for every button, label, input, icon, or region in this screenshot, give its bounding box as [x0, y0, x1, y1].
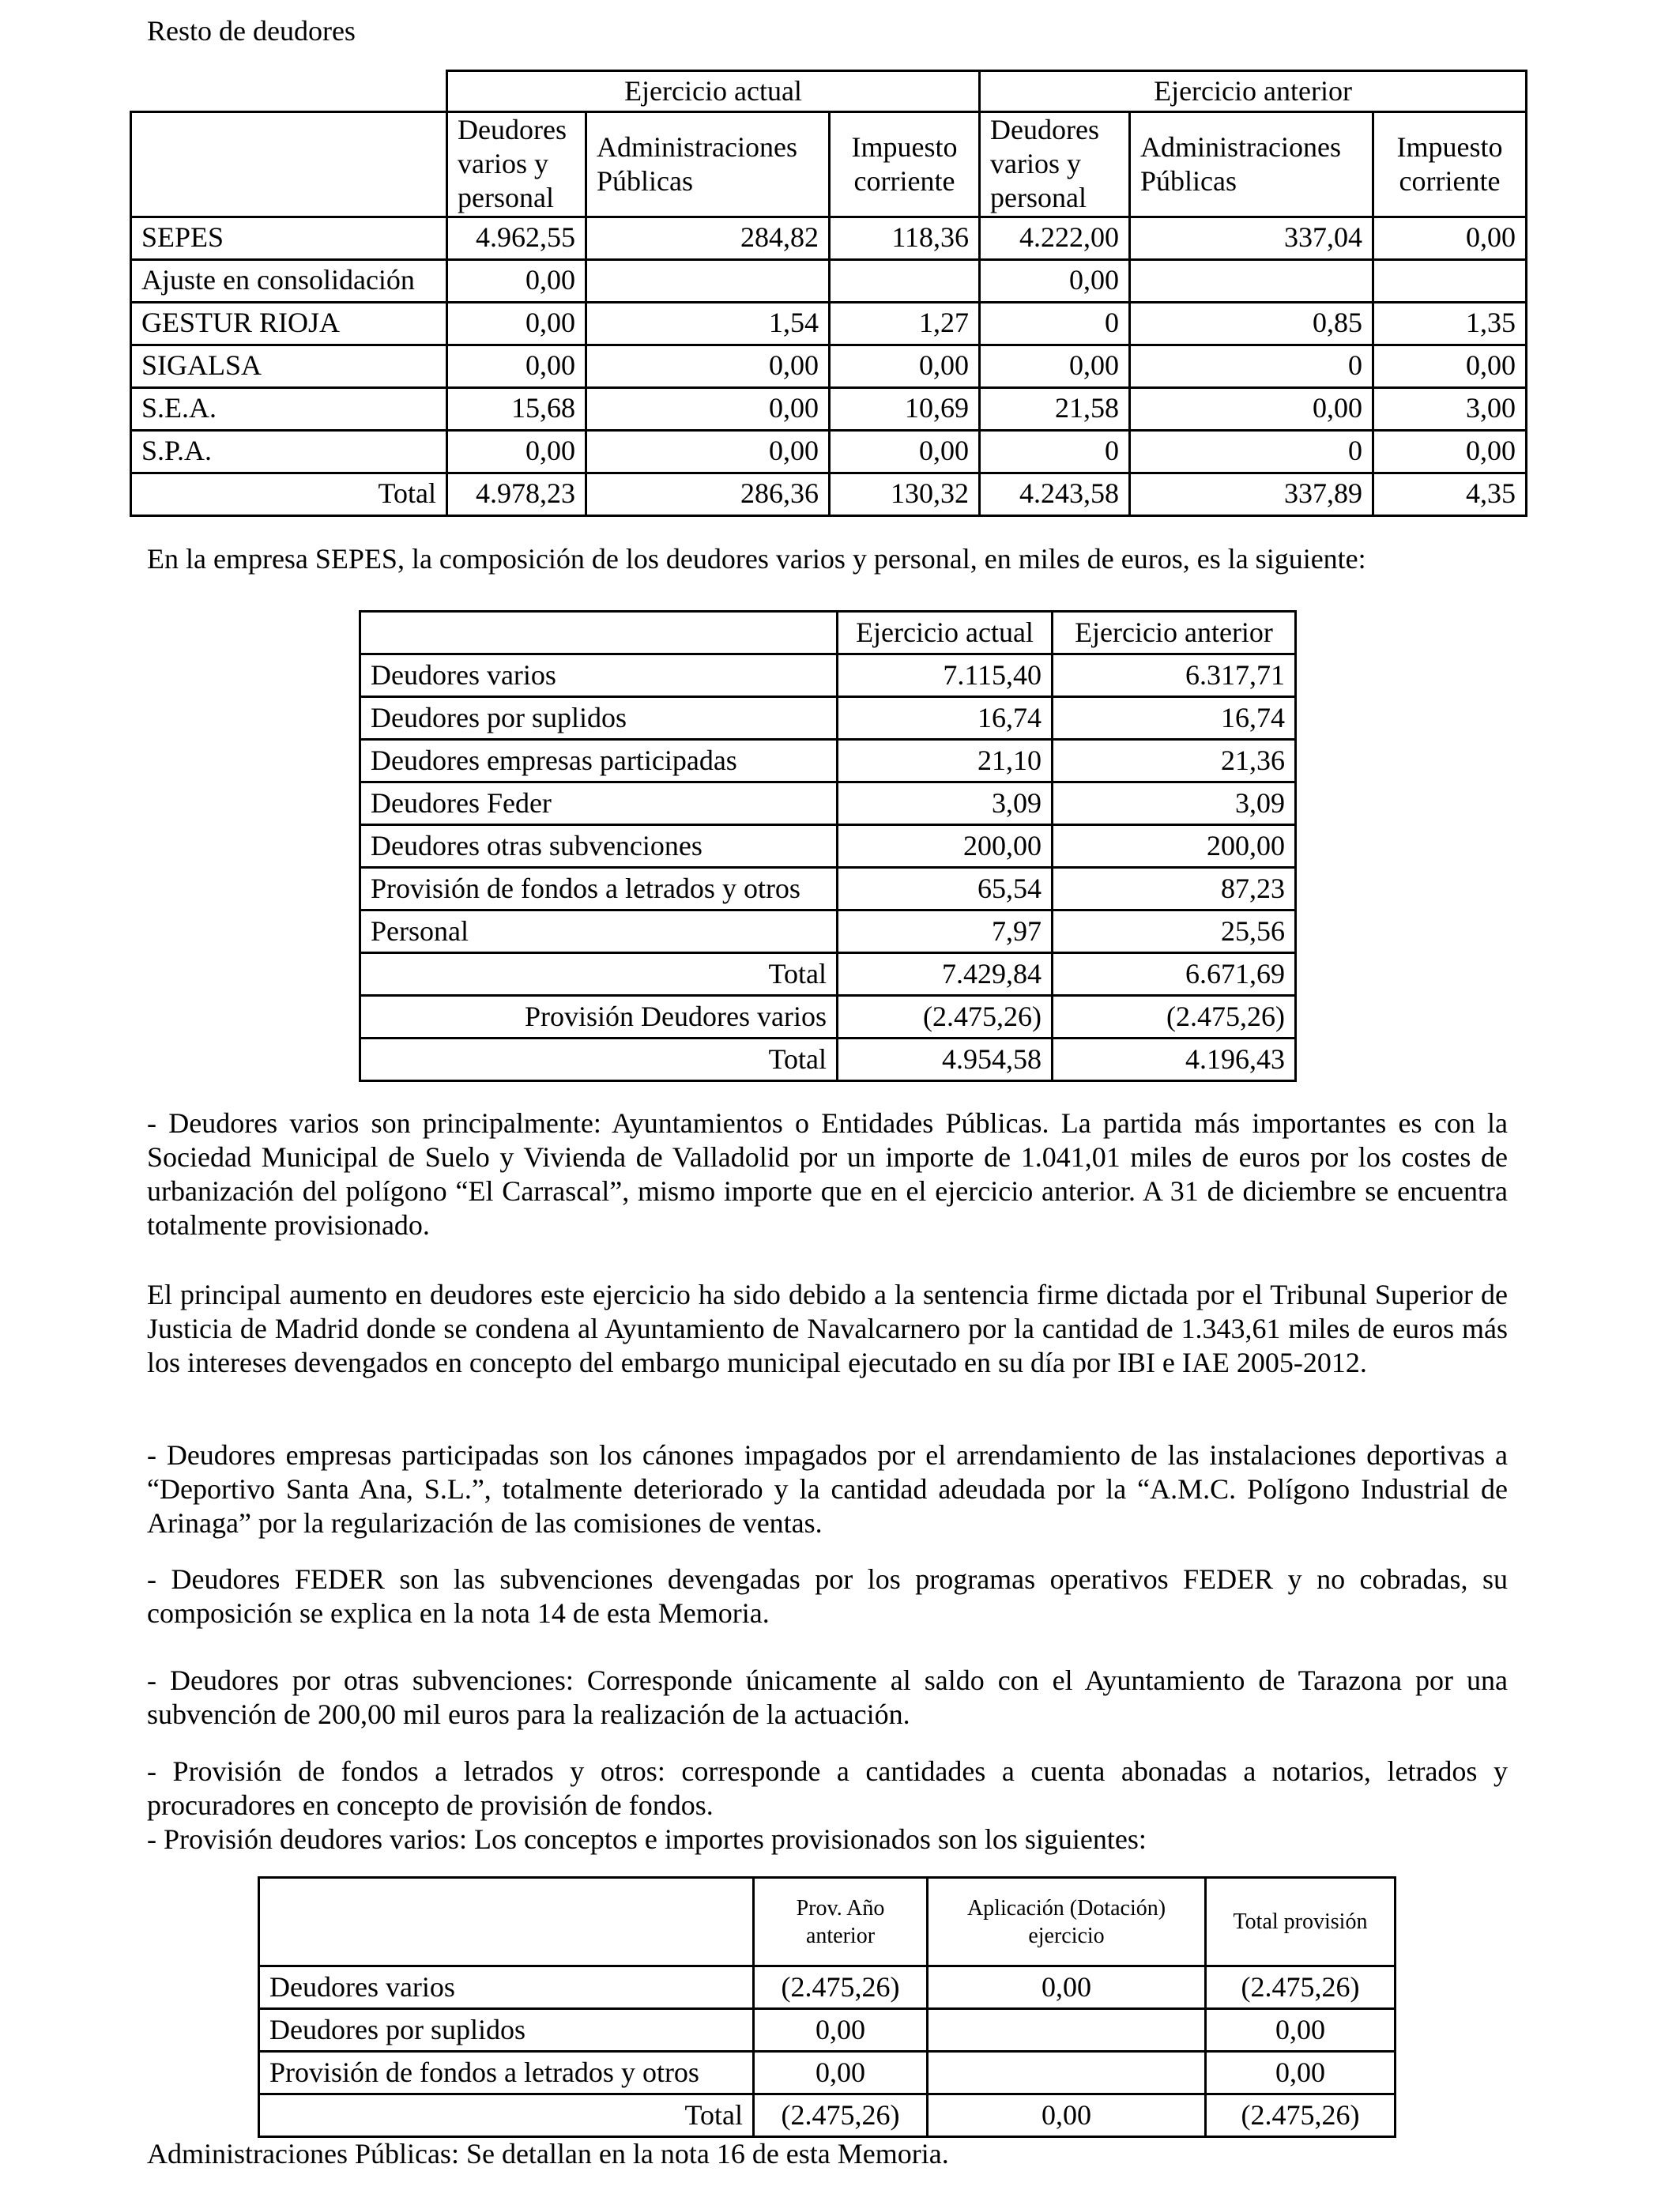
total-row [131, 473, 1527, 515]
col-header: Deudores varios y personal [447, 112, 586, 217]
cell: 25,56 [1053, 910, 1296, 953]
cell: 7.429,84 [838, 953, 1053, 996]
provision-table [258, 1876, 1396, 2138]
cell: (2.475,26) [1206, 2094, 1396, 2137]
cell: 0 [1130, 345, 1373, 387]
table-row [360, 782, 1296, 825]
cell: 65,54 [838, 868, 1053, 910]
total-label: Total [259, 2094, 754, 2137]
table-row [259, 1966, 1396, 2009]
total-row [259, 2094, 1396, 2137]
cell: 4,35 [1373, 473, 1527, 515]
cell: 1,35 [1373, 302, 1527, 345]
table-row [360, 654, 1296, 697]
table-row [131, 217, 1527, 259]
cell: 21,58 [980, 387, 1130, 430]
row-label: SEPES [131, 217, 447, 259]
row-label: Deudores empresas participadas [360, 740, 838, 782]
cell [928, 2052, 1206, 2094]
cell: 4.962,55 [447, 217, 586, 259]
col-header: Deudores varios y personal [980, 112, 1130, 217]
cell: 6.671,69 [1053, 953, 1296, 996]
row-label: SIGALSA [131, 345, 447, 387]
cell: (2.475,26) [754, 1966, 928, 2009]
table1-corner [131, 71, 447, 112]
section-title: Resto de deudores [147, 15, 356, 47]
row-label: S.E.A. [131, 387, 447, 430]
intro-sepes: En la empresa SEPES, la composición de los deudores varios y personal, en miles de euros, es la siguiente: [147, 543, 1366, 575]
cell: 1,54 [586, 302, 830, 345]
cell: 0,00 [830, 345, 980, 387]
cell [1130, 259, 1373, 302]
table-row [131, 302, 1527, 345]
row-label: Deudores por suplidos [259, 2009, 754, 2052]
row-label: Provisión de fondos a letrados y otros [360, 868, 838, 910]
cell: 0,00 [1206, 2009, 1396, 2052]
total-label: Total [360, 1039, 838, 1081]
cell: 4.243,58 [980, 473, 1130, 515]
col-header: Administraciones Públicas [1130, 112, 1373, 217]
paragraph-empresas-participadas: - Deudores empresas participadas son los cánones impagados por el arrendamiento de las instalaciones deportivas a “Deportivo Santa Ana, S.L.”, totalmente deteriorado y la cantidad adeudada por la “A.M.C. Polígono Industrial de Arinaga” por la regularización de las comisiones de ventas. [147, 1439, 1508, 1539]
row-label: Deudores varios [259, 1966, 754, 2009]
cell [830, 259, 980, 302]
total-label: Total [131, 473, 447, 515]
cell: (2.475,26) [1053, 996, 1296, 1039]
row-label: Deudores por suplidos [360, 697, 838, 740]
cell: 0,00 [928, 1966, 1206, 2009]
cell: 0,00 [586, 430, 830, 473]
sepes-deudores-table [359, 610, 1297, 1082]
table3-corner [259, 1878, 754, 1966]
row-label: Ajuste en consolidación [131, 259, 447, 302]
table-row [360, 740, 1296, 782]
cell: 7.115,40 [838, 654, 1053, 697]
cell: 0,00 [1373, 345, 1527, 387]
paragraph-otras-subvenciones: - Deudores por otras subvenciones: Corresponde únicamente al saldo con el Ayuntamiento de Tarazona por una subvención de 200,00 mil euros para la realización de la actuación. [147, 1664, 1508, 1730]
cell: 6.317,71 [1053, 654, 1296, 697]
row-label: Personal [360, 910, 838, 953]
table-row [131, 259, 1527, 302]
cell: 0,00 [447, 259, 586, 302]
cell: 0,00 [980, 259, 1130, 302]
row-label: Deudores otras subvenciones [360, 825, 838, 868]
cell: 0 [980, 430, 1130, 473]
cell: 0,00 [754, 2052, 928, 2094]
cell: 0,00 [754, 2009, 928, 2052]
table-row [131, 345, 1527, 387]
col-header: Total provisión [1206, 1878, 1396, 1966]
cell: 0,00 [586, 387, 830, 430]
cell: 4.978,23 [447, 473, 586, 515]
cell: 118,36 [830, 217, 980, 259]
col-header: Impuesto corriente [1373, 112, 1527, 217]
cell: 0,00 [447, 430, 586, 473]
cell: 4.196,43 [1053, 1039, 1296, 1081]
cell: 284,82 [586, 217, 830, 259]
paragraph-deudores-varios: - Deudores varios son principalmente: Ayuntamientos o Entidades Públicas. La partida más importantes es con la Sociedad Municipal de Suelo y Vivienda de Valladolid por un importe de 1.041,01 miles de euros por los costes de urbanización del polígono “El Carrascal”, mismo importe que en el ejercicio anterior. A 31 de diciembre se encuentra totalmente provisionado. [147, 1107, 1508, 1241]
paragraph-provision-deudores: - Provisión deudores varios: Los conceptos e importes provisionados son los siguientes: [147, 1823, 1147, 1855]
group-header-anterior: Ejercicio anterior [980, 71, 1527, 112]
cell: 16,74 [1053, 697, 1296, 740]
subtotal-label: Total [360, 953, 838, 996]
row-label: Provisión de fondos a letrados y otros [259, 2052, 754, 2094]
cell: 130,32 [830, 473, 980, 515]
cell: 0,00 [1206, 2052, 1396, 2094]
cell [928, 2009, 1206, 2052]
paragraph-aumento-deudores: El principal aumento en deudores este ejercicio ha sido debido a la sentencia firme dictada por el Tribunal Superior de Justicia de Madrid donde se condena al Ayuntamiento de Navalcarnero por la cantidad de 1.343,61 miles de euros más los intereses devengados en concepto del embargo municipal ejecutado en su día por IBI e IAE 2005-2012. [147, 1279, 1508, 1378]
cell: 286,36 [586, 473, 830, 515]
cell: (2.475,26) [754, 2094, 928, 2137]
cell: (2.475,26) [1206, 1966, 1396, 2009]
table-row [360, 697, 1296, 740]
col-header: Prov. Año anterior [754, 1878, 928, 1966]
col-header: Administraciones Públicas [586, 112, 830, 217]
row-label: GESTUR RIOJA [131, 302, 447, 345]
cell: 0,00 [586, 345, 830, 387]
provision-label: Provisión Deudores varios [360, 996, 838, 1039]
cell: 0,00 [830, 430, 980, 473]
cell: 0,00 [447, 302, 586, 345]
table2-corner [360, 612, 838, 654]
cell: 0,00 [1130, 387, 1373, 430]
cell: 0 [1130, 430, 1373, 473]
paragraph-feder: - Deudores FEDER son las subvenciones devengadas por los programas operativos FEDER y no cobradas, su composición se explica en la nota 14 de esta Memoria. [147, 1563, 1508, 1629]
cell: 200,00 [838, 825, 1053, 868]
cell: 4.222,00 [980, 217, 1130, 259]
cell: 10,69 [830, 387, 980, 430]
cell: (2.475,26) [838, 996, 1053, 1039]
cell: 0,00 [1373, 217, 1527, 259]
cell: 0,00 [928, 2094, 1206, 2137]
cell: 200,00 [1053, 825, 1296, 868]
provision-row [360, 996, 1296, 1039]
row-label: Deudores Feder [360, 782, 838, 825]
cell: 3,09 [1053, 782, 1296, 825]
table1-blank-header [131, 112, 447, 217]
paragraph-provision-fondos: - Provisión de fondos a letrados y otros: corresponde a cantidades a cuenta abonadas a notarios, letrados y procuradores en concepto de provisión de fondos. [147, 1755, 1508, 1821]
group-header-actual: Ejercicio actual [447, 71, 980, 112]
table-row [259, 2052, 1396, 2094]
row-label: S.P.A. [131, 430, 447, 473]
table-row [131, 430, 1527, 473]
cell: 0,00 [447, 345, 586, 387]
row-label: Deudores varios [360, 654, 838, 697]
deudores-table [130, 70, 1527, 517]
cell: 87,23 [1053, 868, 1296, 910]
col-header: Ejercicio anterior [1053, 612, 1296, 654]
cell: 3,00 [1373, 387, 1527, 430]
table-row [259, 2009, 1396, 2052]
cell: 337,04 [1130, 217, 1373, 259]
col-header: Impuesto corriente [830, 112, 980, 217]
cell: 21,10 [838, 740, 1053, 782]
col-header: Aplicación (Dotación) ejercicio [928, 1878, 1206, 1966]
table-row [360, 868, 1296, 910]
cell: 0,85 [1130, 302, 1373, 345]
cell: 21,36 [1053, 740, 1296, 782]
col-header: Ejercicio actual [838, 612, 1053, 654]
table-row [360, 825, 1296, 868]
cell: 0,00 [1373, 430, 1527, 473]
cell: 3,09 [838, 782, 1053, 825]
cell [1373, 259, 1527, 302]
cell: 0,00 [980, 345, 1130, 387]
table-row [360, 910, 1296, 953]
subtotal-row [360, 953, 1296, 996]
cell: 15,68 [447, 387, 586, 430]
cell [586, 259, 830, 302]
cell: 4.954,58 [838, 1039, 1053, 1081]
table-row [131, 387, 1527, 430]
total-row [360, 1039, 1296, 1081]
cell: 0 [980, 302, 1130, 345]
closing-note: Administraciones Públicas: Se detallan en la nota 16 de esta Memoria. [147, 2138, 949, 2169]
cell: 16,74 [838, 697, 1053, 740]
cell: 7,97 [838, 910, 1053, 953]
cell: 1,27 [830, 302, 980, 345]
cell: 337,89 [1130, 473, 1373, 515]
